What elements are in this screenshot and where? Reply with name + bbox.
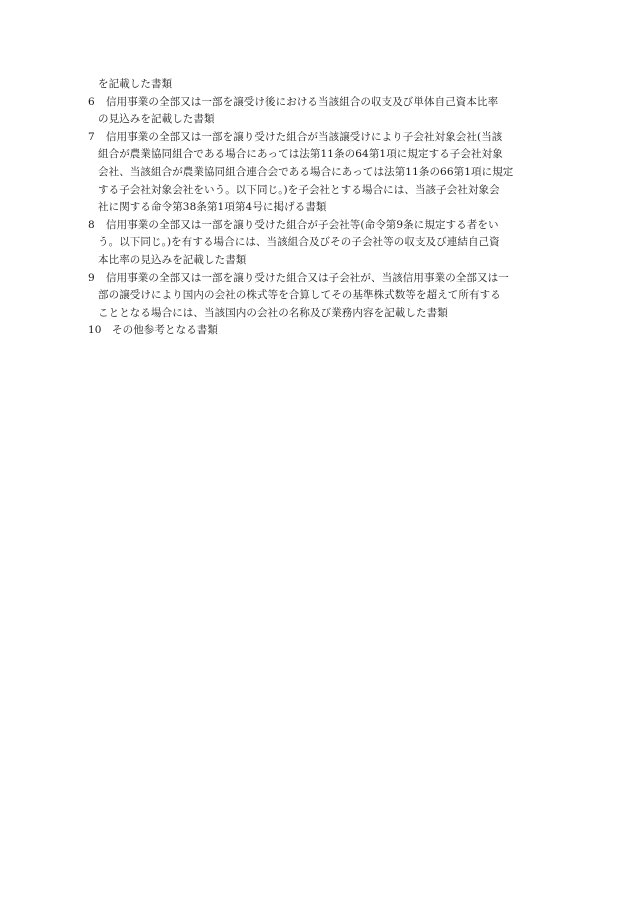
- item-number: 7: [88, 130, 95, 143]
- document-body: [88, 76, 548, 340]
- list-item-8: 8 信用事業の全部又は一部を譲り受けた組合が子会社等(命令第9条に規定する者をい: [88, 217, 548, 235]
- list-item-continuation: の見込みを記載した書類: [98, 113, 215, 126]
- list-item-continuation: 部の譲受けにより国内の会社の株式等を合算してその基準株式数等を超えて所有する: [98, 289, 501, 302]
- list-item-continuation: する子会社対象会社をいう。以下同じ。)を子会社とする場合には、当該子会社対象会: [98, 183, 500, 196]
- item-number: 6: [88, 95, 95, 108]
- list-item-continuation: を記載した書類: [98, 78, 173, 90]
- list-item-continuation: 本比率の見込みを記載した書類: [98, 253, 247, 266]
- list-item-continuation: 会社、当該組合が農業協同組合連合会である場合にあっては法第11条の66第1項に規定: [98, 165, 514, 178]
- list-item-10: 10 その他参考となる書類: [88, 322, 548, 340]
- item-number: 8: [88, 218, 95, 231]
- list-item-continuation: 社に関する命令第38条第1項第4号に掲げる書類: [98, 201, 327, 214]
- list-item-7: 7 信用事業の全部又は一部を譲り受けた組合が当該譲受けにより子会社対象会社(当該: [88, 129, 548, 147]
- list-item-9: 9 信用事業の全部又は一部を譲り受けた組合又は子会社が、当該信用事業の全部又は一: [88, 270, 548, 288]
- list-item-continuation: 組合が農業協同組合である場合にあっては法第11条の64第1項に規定する子会社対象: [98, 148, 503, 161]
- list-item-continuation: こととなる場合には、当該国内の会社の名称及び業務内容を記載した書類: [98, 306, 448, 319]
- item-number: 9: [88, 271, 95, 284]
- list-item-6: 6 信用事業の全部又は一部を譲受け後における当該組合の収支及び単体自己資本比率: [88, 94, 548, 112]
- item-number: 10: [88, 324, 102, 337]
- list-item-continuation: う。以下同じ。)を有する場合には、当該組合及びその子会社等の収支及び連結自己資: [98, 236, 500, 249]
